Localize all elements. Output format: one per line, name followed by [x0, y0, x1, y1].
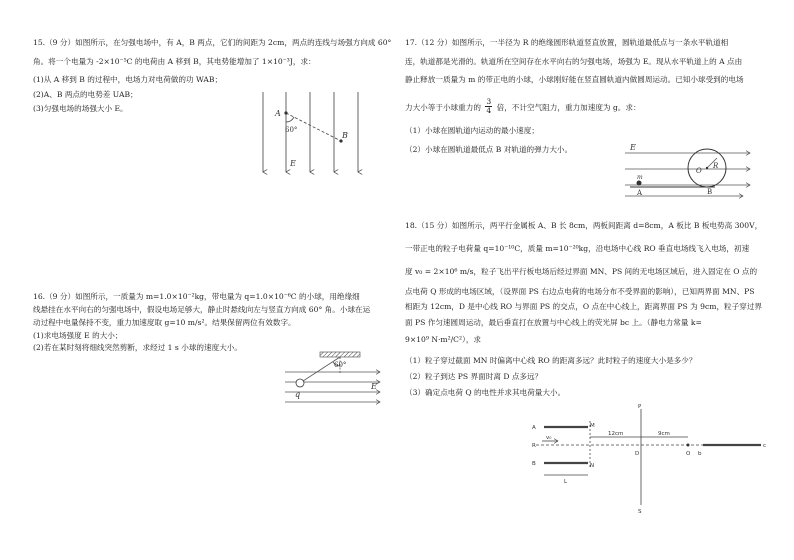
- q18-line-3: 度 v₀ = 2×10⁶ m/s，粒子飞出平行板电场后经过界面 MN、PS 间的无电场区域后，进入固定在 O 点的: [405, 267, 758, 276]
- label-o: O: [696, 167, 702, 175]
- q18-line-6: 面 PS 作匀速圆周运动，最后垂直打在放置与中心线上的荧光屏 bc 上。（静电力常量 k=: [405, 318, 702, 327]
- q18-line-10: （3）确定点电荷 Q 的电性并求其电荷量大小。: [405, 388, 566, 397]
- q17-line-3: 静止释放一质量为 m 的带正电的小球，小球刚好能在竖直圆轨道内做圆周运动。已知小球受到的电场: [405, 75, 744, 84]
- label-d: D: [635, 451, 640, 457]
- label-m: m: [637, 174, 643, 181]
- center-o: [706, 167, 708, 169]
- label-n: N: [590, 463, 595, 469]
- label-angle: 60°: [334, 361, 347, 369]
- label-b: B: [707, 188, 713, 196]
- q18-line-9: （2）粒子到达 PS 界面时离 D 点多远？: [405, 372, 543, 381]
- q17-line-5: （1）小球在圆轨道内运动的最小速度；: [405, 126, 539, 135]
- label-b: B: [342, 131, 348, 140]
- q18-line-8: （1）粒子穿过截面 MN 时偏离中心线 RO 的距离多远？此时粒子的速度大小是多少？: [405, 356, 697, 365]
- fraction-numerator: 3: [486, 97, 492, 106]
- q16-line-4: (1)求电场强度 E 的大小；: [33, 331, 123, 340]
- q17-line-6: （2）小球在圆轨道最低点 B 对轨道的弹力大小。: [405, 145, 573, 154]
- q18-line-5: 相距为 12cm，D 是中心线 RO 与界面 PS 的交点，O 点在中心线上，距离界面 PS 为 9cm，粒子穿过界: [405, 302, 763, 311]
- q18-plates-diagram: [528, 405, 768, 515]
- q18-line-7: 9×10⁹ N·m²/C²），求: [405, 335, 482, 344]
- q17-line-4a: 力大小等于小球重力的: [405, 103, 481, 113]
- ball: [637, 181, 642, 186]
- q15-line-2: 角。将一个电量为 -2×10⁻⁵C 的电荷由 A 移到 B，其电势能增加了 1×10⁻³J，求：: [33, 57, 316, 66]
- label-b: B: [532, 461, 536, 467]
- label-p: P: [638, 404, 642, 410]
- label-a: A: [637, 189, 643, 197]
- angle-arc: [286, 117, 294, 122]
- label-l: L: [564, 479, 568, 485]
- fraction: [485, 98, 492, 114]
- q16-pendulum-diagram: [285, 352, 385, 422]
- q17-line-4: [405, 97, 641, 116]
- label-e: E: [290, 159, 296, 168]
- point-o: [687, 444, 690, 447]
- label-angle: 60°: [285, 126, 298, 134]
- point-a: [284, 111, 287, 114]
- fraction-denominator: 4: [486, 105, 492, 115]
- q16-line-1: 16.（9 分）如图所示，一质量为 m=1.0×10⁻²kg，带电量为 q=1.0×10⁻⁶C 的小球，用绝缘细: [33, 292, 360, 301]
- label-9cm: 9cm: [658, 431, 670, 437]
- label-o: O: [686, 451, 691, 457]
- q17-loop-diagram: [625, 138, 755, 200]
- label-a: A: [275, 109, 281, 118]
- q17-line-4b: 倍，不计空气阻力，重力加速度为 g。求：: [496, 103, 641, 113]
- q15-line-3: (1)从 A 移到 B 的过程中，电场力对电荷做的功 WAB；: [33, 75, 223, 84]
- q15-line-1: 15.（9 分）如图所示，在匀强电场中，有 A，B 两点，它们的间距为 2cm，两点的连线与场强方向成 60°: [33, 38, 392, 47]
- q15-line-5: (3)匀强电场的场强大小 E。: [33, 104, 128, 113]
- label-screen-c: c: [763, 443, 767, 449]
- label-q: q: [295, 390, 301, 399]
- q17-line-1: 17.（12 分）如图所示，一半径为 R 的绝缘圆形轨道竖直放置，圆轨道最低点与一条水平轨道相: [405, 38, 729, 47]
- label-screen-b: b: [698, 451, 702, 457]
- label-a: A: [532, 425, 536, 431]
- ceiling: [320, 352, 360, 357]
- ball: [296, 379, 304, 387]
- label-e: E: [630, 143, 636, 152]
- q15-line-4: (2)A、B 两点的电势差 UAB；: [33, 90, 138, 99]
- label-e: E: [371, 382, 377, 391]
- q16-line-5: (2)若在某时刻将细线突然剪断，求经过 1 s 小球的速度大小。: [33, 343, 242, 352]
- q15-field-diagram: [255, 92, 375, 182]
- label-r: R: [532, 443, 536, 449]
- q16-line-2: 线悬挂在水平向右的匀强电场中，假设电场足够大，静止时悬线向左与竖直方向成 60° 角。小球在运: [33, 305, 371, 314]
- q18-line-4: 点电荷 Q 形成的电场区域，（设界面 PS 右边点电荷的电场分布不受界面的影响），已知两界面 MN、PS: [405, 287, 755, 296]
- label-s: S: [638, 509, 642, 515]
- q17-line-2: 连，轨道都是光滑的。轨道所在空间存在水平向右的匀强电场，场强为 E。现从水平轨道上的 A 点由: [405, 57, 743, 66]
- label-r: R: [713, 162, 719, 170]
- q18-line-2: 一带正电的粒子电荷量 q=10⁻¹⁰C，质量 m=10⁻²⁰kg，沿电场中心线 RO 垂直电场线飞入电场，初速: [405, 244, 750, 253]
- label-v0: v₀: [546, 435, 552, 441]
- label-m: M: [590, 423, 595, 429]
- q16-line-3: 动过程中电量保持不变，重力加速度取 g=10 m/s²。结果保留两位有效数字。: [33, 318, 296, 327]
- label-12cm: 12cm: [608, 431, 624, 437]
- q18-line-1: 18.（15 分）如图所示，两平行金属板 A、B 长 8cm，两板间距离 d=8cm，A 板比 B 板电势高 300V，: [405, 221, 763, 230]
